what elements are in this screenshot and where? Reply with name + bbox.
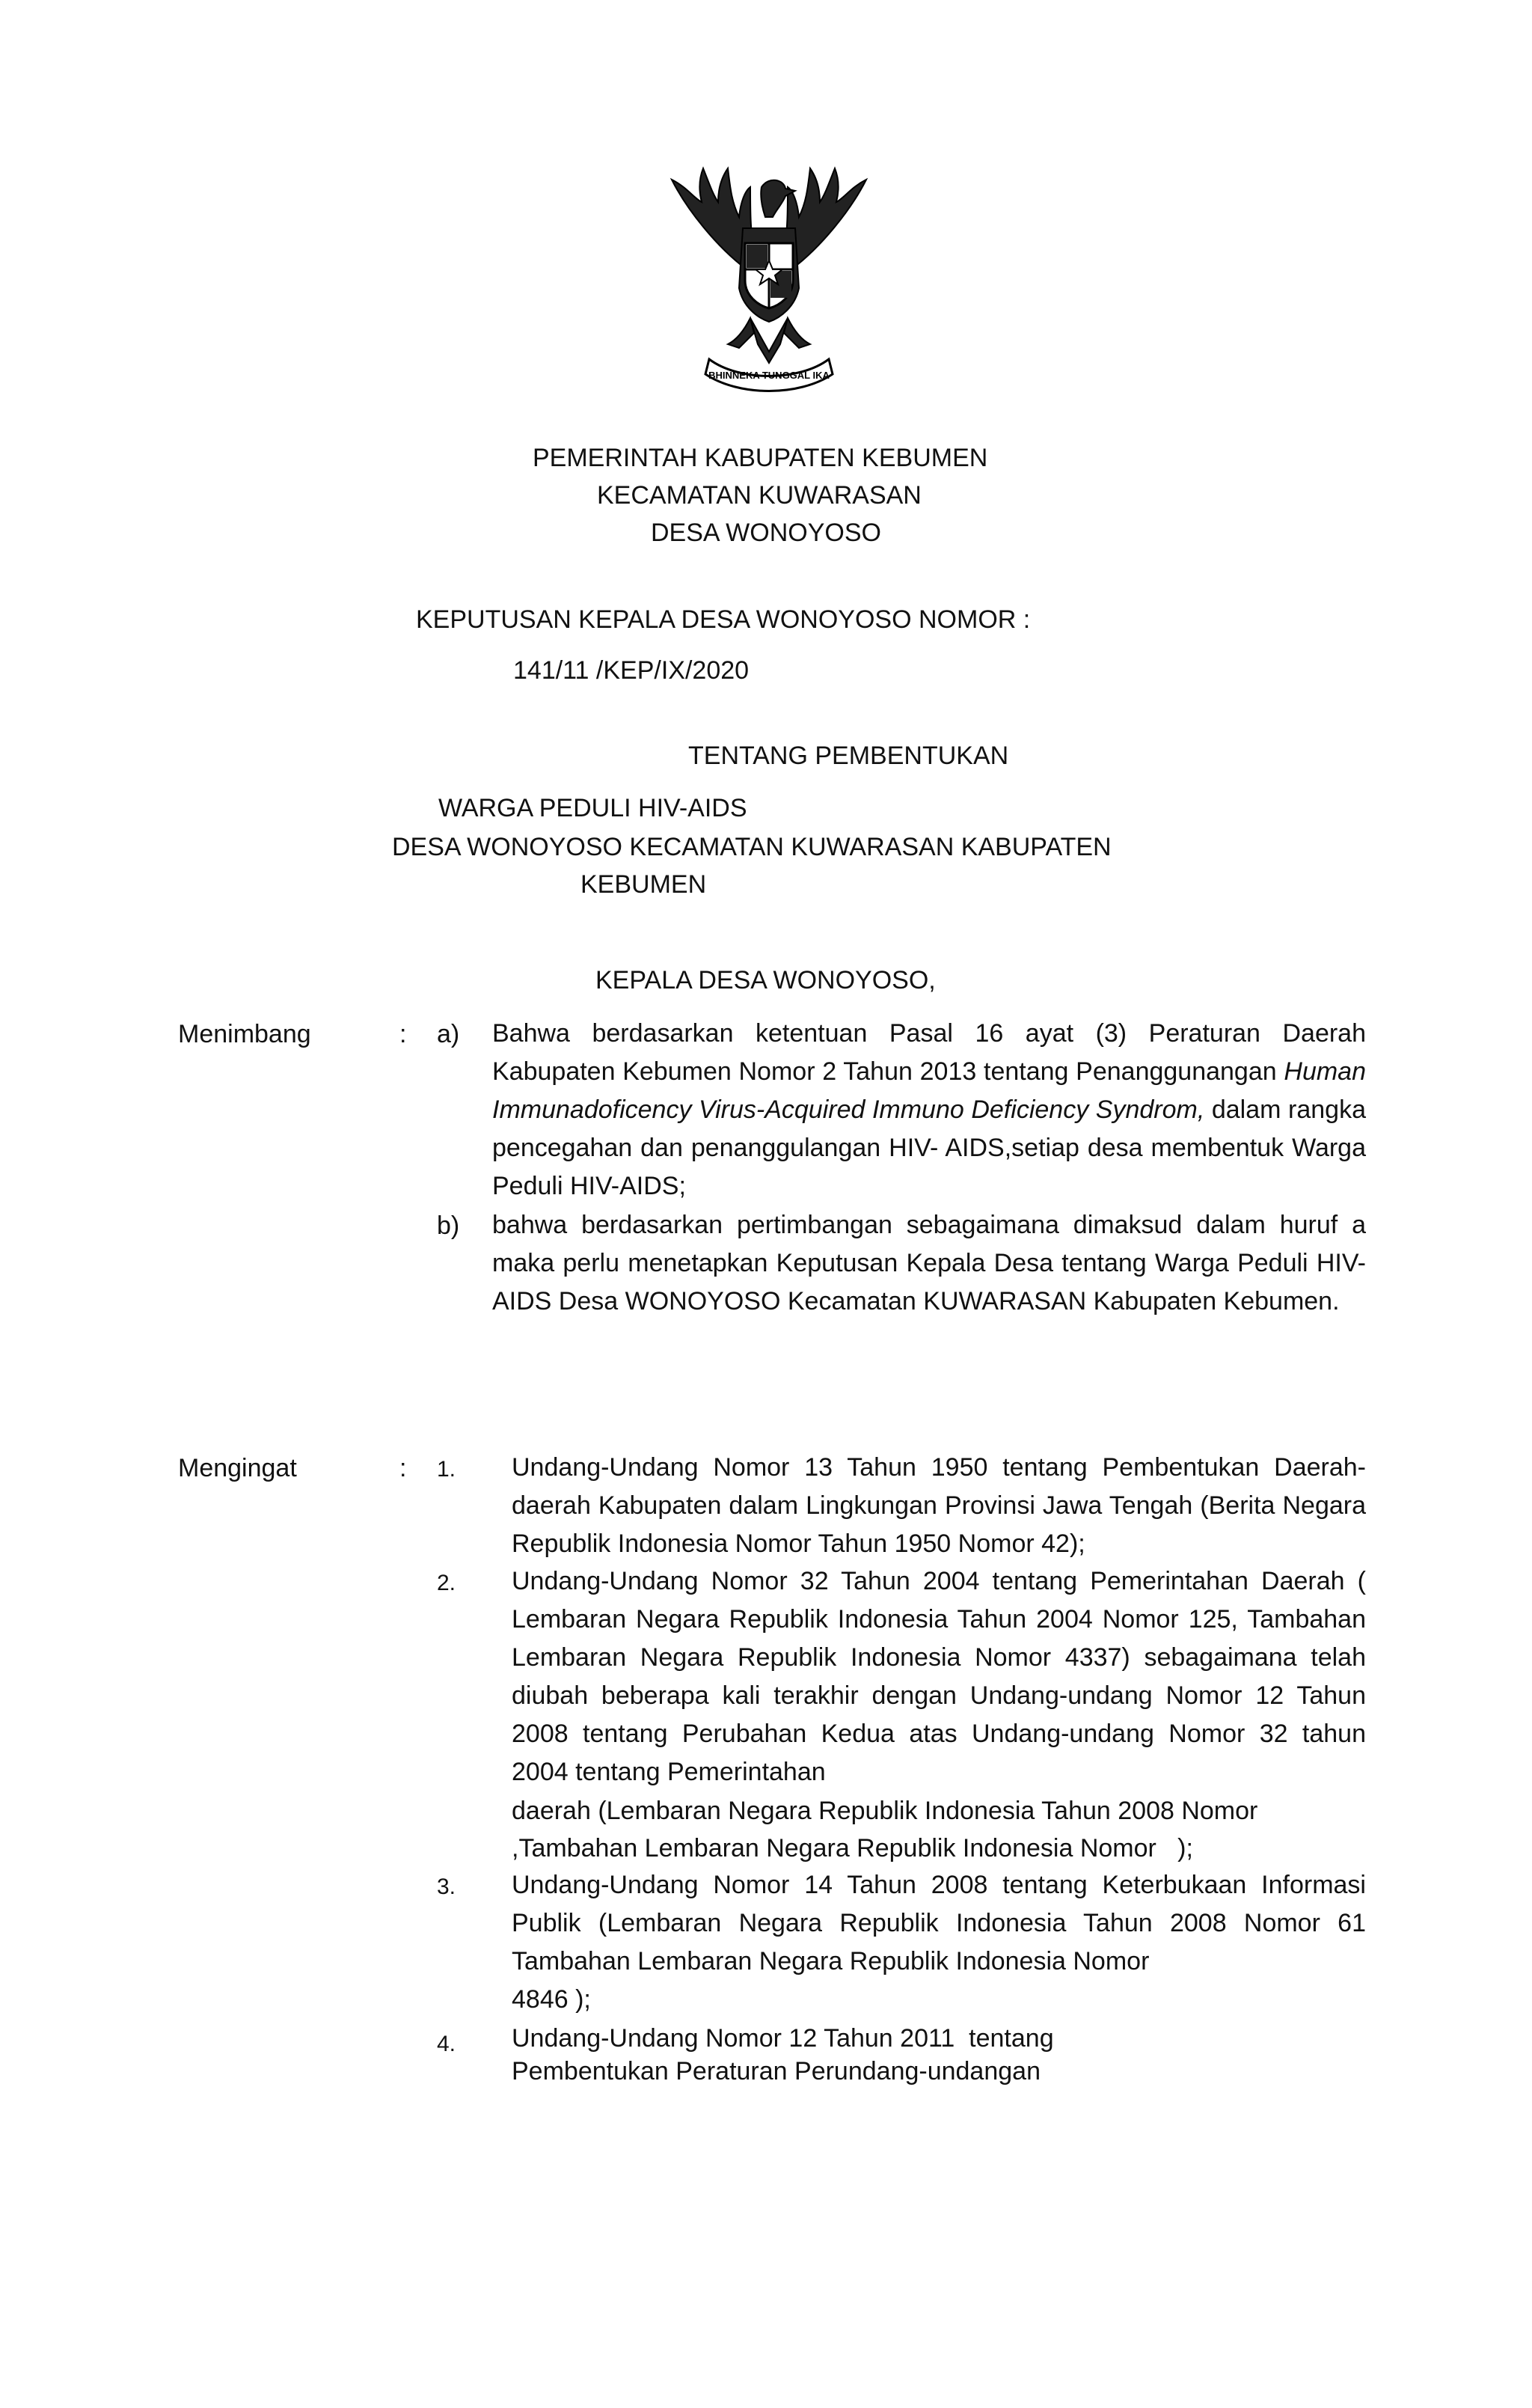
header-government: PEMERINTAH KABUPATEN KEBUMEN bbox=[533, 444, 988, 472]
menimbang-label: Menimbang bbox=[178, 1020, 311, 1048]
mengingat-item-2-line-b: ,Tambahan Lembaran Negara Republik Indonesia Nomor ); bbox=[512, 1834, 1193, 1862]
mengingat-item-1: Undang-Undang Nomor 13 Tahun 1950 tentang Pembentukan Daerah-daerah Kabupaten dalam Lingkungan Provinsi Jawa Tengah (Berita Negara Republik Indonesia Nomor Tahun 1950 Nomor 42); bbox=[512, 1453, 1366, 1558]
mengingat-label: Mengingat bbox=[178, 1454, 297, 1482]
official-title: KEPALA DESA WONOYOSO, bbox=[595, 966, 936, 994]
mengingat-marker-4: 4. bbox=[437, 2032, 456, 2056]
mengingat-item-2-line-a: daerah (Lembaran Negara Republik Indonesia Tahun 2008 Nomor bbox=[512, 1797, 1258, 1825]
decree-subject-1: WARGA PEDULI HIV-AIDS bbox=[438, 794, 747, 822]
menimbang-item-a-text: Bahwa berdasarkan ketentuan Pasal 16 ayat (3) Peraturan Daerah Kabupaten Kebumen Nomor 2 Tahun 2013 tentang Penanggunangan bbox=[492, 1019, 1366, 1086]
mengingat-item-3: Undang-Undang Nomor 14 Tahun 2008 tentang Keterbukaan Informasi Publik (Lembaran Negara Republik Indonesia Tahun 2008 Nomor 61 Tambahan Lembaran Negara Republik Indonesia Nomor bbox=[512, 1871, 1366, 1975]
mengingat-item-2: Undang-Undang Nomor 32 Tahun 2004 tentang Pemerintahan Daerah ( Lembaran Negara Republik Indonesia Tahun 2004 Nomor 125, Tambahan Lembaran Negara Republik Indonesia Nomor 4337) sebagaimana telah diubah beberapa kali terakhir dengan Undang-undang Nomor 12 Tahun 2008 tentang Perubahan Kedua atas Undang-undang Nomor 32 tahun 2004 tentang Pemerintahan bbox=[512, 1567, 1366, 1786]
decree-title: KEPUTUSAN KEPALA DESA WONOYOSO NOMOR : bbox=[416, 605, 1031, 634]
decree-subject-3: KEBUMEN bbox=[580, 870, 707, 899]
menimbang-item-a-text-after: dalam rangka pencegahan dan penanggulangan HIV- AIDS,setiap desa membentuk Warga Peduli HIV-AIDS; bbox=[492, 1095, 1366, 1200]
decree-subject-2: DESA WONOYOSO KECAMATAN KUWARASAN KABUPATEN bbox=[392, 833, 1112, 861]
menimbang-item-b: bahwa berdasarkan pertimbangan sebagaimana dimaksud dalam huruf a maka perlu menetapkan Keputusan Kepala Desa tentang Warga Peduli HIV-AIDS Desa WONOYOSO Kecamatan KUWARASAN Kabupaten Kebumen. bbox=[492, 1211, 1366, 1315]
mengingat-marker-2: 2. bbox=[437, 1571, 456, 1595]
menimbang-marker-b: b) bbox=[437, 1211, 460, 1240]
mengingat-item-4-line-b: Pembentukan Peraturan Perundang-undangan bbox=[512, 2057, 1041, 2085]
header-village: DESA WONOYOSO bbox=[651, 519, 881, 547]
menimbang-colon: : bbox=[399, 1020, 407, 1048]
menimbang-item-a-italic: Human Immunadoficency Virus-Acquired Immuno Deficiency Syndrom, bbox=[492, 1057, 1366, 1124]
mengingat-colon: : bbox=[399, 1454, 407, 1482]
menimbang-item-a bbox=[492, 1015, 1366, 1205]
mengingat-item-3-tail: 4846 ); bbox=[512, 1985, 591, 2014]
decree-number: 141/11 /KEP/IX/2020 bbox=[513, 656, 750, 685]
menimbang-marker-a: a) bbox=[437, 1020, 460, 1048]
header-district: KECAMATAN KUWARASAN bbox=[597, 481, 922, 510]
mengingat-item-4-line-a: Undang-Undang Nomor 12 Tahun 2011 tentang bbox=[512, 2024, 1054, 2053]
garuda-emblem-icon bbox=[657, 157, 881, 397]
mengingat-marker-3: 3. bbox=[437, 1874, 456, 1899]
motto-text: BHINNEKA TUNGGAL IKA bbox=[708, 370, 830, 381]
mengingat-marker-1: 1. bbox=[437, 1457, 456, 1482]
decree-about: TENTANG PEMBENTUKAN bbox=[688, 742, 1009, 770]
